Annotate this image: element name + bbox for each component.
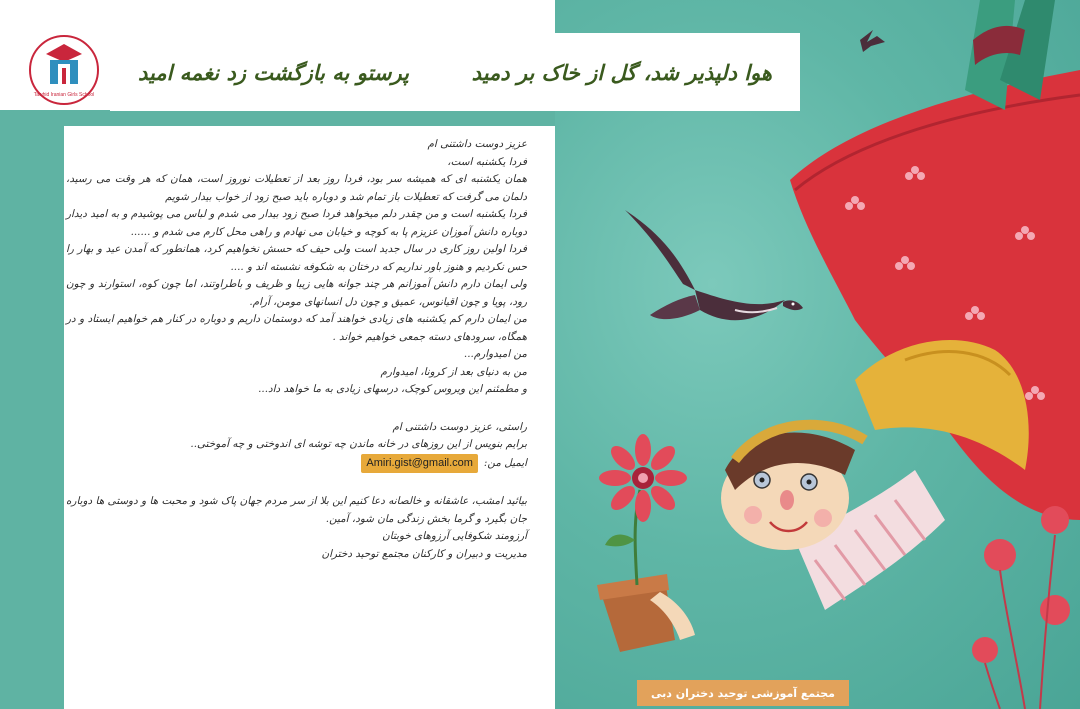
red-flower [599,434,687,522]
email-row [66,454,527,474]
letter-body [66,136,527,563]
letter-line: برایم بنویس از این روزهای در خانه ماندن چه توشه ای اندوختی و چه آموختی.. [190,438,527,450]
decorative-flowers [972,506,1070,663]
school-logo [24,30,104,110]
yellow-shawl [855,340,1029,470]
letter-line: مدیریت و دبیران و کارکنان مجتمع توحید دختران [321,547,527,560]
school-name-badge: مجتمع آموزشی توحید دختران دبی [637,680,849,706]
letter-line: آرزومند شکوفایی آرزوهای خوبتان [382,530,527,542]
logo-caption: Tawhid Iranian Girls School [33,92,95,98]
letter-line: همان یکشنبه ای که همیشه سر بود، فردا روز بعد از تعطیلات نوروز است، همان که هر وقت می رسید، دلمان می گرفت که تعطیلات باز تمام شد و دوباره باید صبح زود از خواب بیدار شویم [66,173,527,203]
email-label: ایمیل من: [483,456,527,469]
letter-line: فردا یکشنبه است، [447,155,527,168]
swallow-bird [625,210,803,320]
letter-line: من ایمان دارم کم یکشنبه های زیادی خواهند آمد که دوستمان داریم و دوباره در کنار هم خواهیم ایستاد و در همگاه، سرودهای دسته جمعی خواهیم خواند . [66,313,527,343]
poem-right-hemistich: هوا دلپذیر شد، گل از خاک بر دمید [471,59,772,85]
letter-line: ولی ایمان دارم دانش آموزانم هر چند جوانه هایی زیبا و ظریف و باطراوتند، اما چون کوه، استوارند و چون رود، پویا و چون اقیانوس، عمیق و چون دل انسانهای مومن، آرام. [66,278,527,308]
letter-line: عزیز دوست داشتنی ام [427,138,527,150]
small-swallow-bird [860,30,885,52]
letter-line: بیائید امشب، عاشقانه و خالصانه دعا کنیم این بلا از سر مردم جهان پاک شود و محبت ها و دوستی ها دوباره جان بگیرد و گرما بخش زندگی مان شود، آمین. [66,495,527,525]
title-banner [110,33,800,111]
letter-line: فردا اولین روز کاری در سال جدید است ولی حیف که حسش نخواهیم کرد، همانطور که آمدن عید و بهار را حس نکردیم و هنوز باور نداریم که درختان به شکوفه نشسته اند و .... [66,243,527,273]
poem-left-hemistich: پرستو به بازگشت زد نغمه امید [138,59,409,85]
letter-line: و مطمئنم این ویروس کوچک، درسهای زیادی به ما خواهد داد... [258,383,527,395]
email-address[interactable]: Amiri.gist@gmail.com [361,454,478,474]
letter-line: من امیدوارم... [463,348,527,360]
letter-line: راستی، عزیز دوست داشتنی ام [392,420,527,433]
letter-line: فردا یکشنبه است و من چقدر دلم میخواهد فردا صبح زود بیدار می شدم و لباس می پوشیدم و به امید دیدار دوباره دانش آموزان عزیزم پا به کوچه و خیابان می نهادم و راهی محل کارم می شدم و ...... [66,208,527,238]
letter-line: من به دنیای بعد از کرونا، امیدوارم [380,365,527,378]
school-logo-icon [24,30,104,110]
